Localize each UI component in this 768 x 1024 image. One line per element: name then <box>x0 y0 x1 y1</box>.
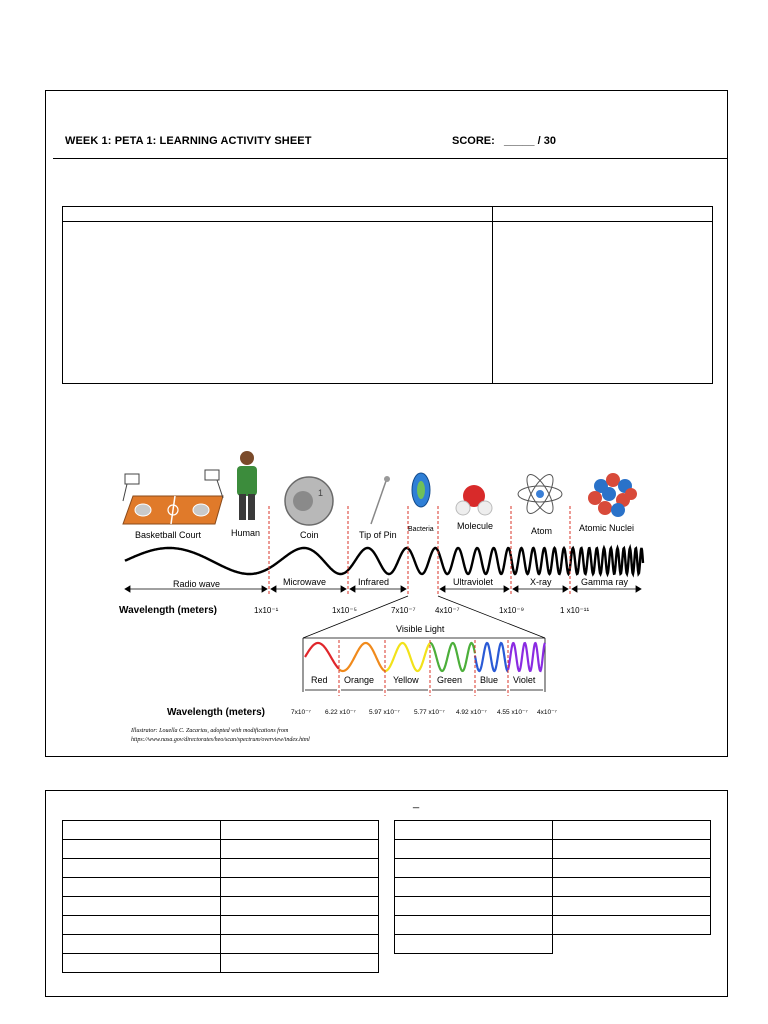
color-dividers <box>339 640 508 696</box>
answer-header-left <box>63 207 493 222</box>
spectrum-wave <box>125 548 643 574</box>
color-yellow: Yellow <box>393 675 419 685</box>
grid-cell[interactable] <box>63 859 221 878</box>
right-grid-table <box>394 820 711 954</box>
electromagnetic-spectrum-figure <box>113 446 653 756</box>
human-icon <box>237 451 257 520</box>
wavelength-tick-2: 1x10⁻⁵ <box>332 606 357 615</box>
sheet-title: WEEK 1: PETA 1: LEARNING ACTIVITY SHEET <box>65 135 312 147</box>
band-infrared: Infrared <box>358 577 390 587</box>
table-row <box>395 897 711 916</box>
color-red: Red <box>311 675 328 685</box>
grid-cell[interactable] <box>221 954 379 973</box>
visible-tick-1: 7x10⁻⁷ <box>291 709 311 716</box>
label-molecule: Molecule <box>457 521 494 531</box>
label-basketball-court: Basketball Court <box>135 530 202 540</box>
grid-cell[interactable] <box>63 878 221 897</box>
wavelength-label: Wavelength (meters) <box>119 605 217 616</box>
pin-icon <box>371 476 390 524</box>
table-row <box>63 821 379 840</box>
bacteria-icon <box>412 473 430 507</box>
table-row <box>395 916 711 935</box>
grid-cell[interactable] <box>395 840 553 859</box>
grid-cell[interactable] <box>395 859 553 878</box>
visible-wavelength-label: Wavelength (meters) <box>167 707 265 718</box>
color-green: Green <box>437 675 463 685</box>
header-divider <box>53 158 728 159</box>
visible-light-label: Visible Light <box>396 624 445 634</box>
grid-cell[interactable] <box>221 859 379 878</box>
grid-cell[interactable] <box>553 821 711 840</box>
band-microwave: Microwave <box>283 577 327 587</box>
visible-light-wave <box>305 643 545 671</box>
table-row <box>63 935 379 954</box>
table-row <box>63 916 379 935</box>
table-row <box>63 897 379 916</box>
dash-mark: _ <box>413 797 420 809</box>
table-row <box>395 840 711 859</box>
grid-cell[interactable] <box>221 878 379 897</box>
table-row <box>63 840 379 859</box>
answer-table <box>62 206 713 384</box>
grid-cell[interactable] <box>63 916 221 935</box>
table-row <box>63 954 379 973</box>
grid-cell[interactable] <box>395 897 553 916</box>
grid-cell[interactable] <box>553 897 711 916</box>
grid-cell[interactable] <box>395 878 553 897</box>
credit-line-2: https://www.nasa.gov/directorates/heo/scan/spectrum/overview/index.html <box>131 737 310 743</box>
credit-line-1: Illustrator: Louella C. Zacarias, adopted with modifications from <box>131 728 289 734</box>
table-row <box>395 935 711 954</box>
grid-cell[interactable] <box>63 935 221 954</box>
band-radio-wave: Radio wave <box>173 579 221 589</box>
band-ultraviolet: Ultraviolet <box>453 577 494 587</box>
wavelength-tick-1: 1x10⁻¹ <box>254 606 279 615</box>
grid-cell[interactable] <box>63 897 221 916</box>
atomic-nuclei-icon <box>588 473 637 517</box>
grid-cell[interactable] <box>395 916 553 935</box>
score-blank[interactable]: _____ <box>503 135 535 147</box>
band-x-ray: X-ray <box>530 577 552 587</box>
visible-tick-2: 6.22 x10⁻⁷ <box>325 709 356 716</box>
answer-cell-right[interactable] <box>493 222 713 384</box>
visible-tick-4: 5.77 x10⁻⁷ <box>414 709 445 716</box>
visible-wave-segment <box>475 643 508 671</box>
grid-cell[interactable] <box>221 897 379 916</box>
visible-wave-segment <box>385 643 430 671</box>
table-row <box>395 878 711 897</box>
table-row <box>63 878 379 897</box>
score-text: SCORE: <box>452 135 495 147</box>
label-atomic-nuclei: Atomic Nuclei <box>579 523 635 533</box>
wavelength-tick-5: 1x10⁻⁹ <box>499 606 524 615</box>
score-total: / 30 <box>537 135 556 147</box>
visible-tick-6: 4.55 x10⁻⁷ <box>497 709 528 716</box>
header-box <box>45 90 728 162</box>
score-label <box>452 135 556 147</box>
grid-cell[interactable] <box>553 878 711 897</box>
grid-cell[interactable] <box>395 821 553 840</box>
visible-wave-segment <box>305 643 339 669</box>
label-tip-of-pin: Tip of Pin <box>359 530 397 540</box>
visible-wave-segment <box>508 643 545 671</box>
grid-cell-empty <box>553 935 711 954</box>
left-grid-table <box>62 820 379 973</box>
grid-cell[interactable] <box>221 840 379 859</box>
label-human: Human <box>231 528 261 538</box>
grid-cell[interactable] <box>221 821 379 840</box>
grid-cell[interactable] <box>63 840 221 859</box>
grid-cell[interactable] <box>553 916 711 935</box>
band-gamma-ray: Gamma ray <box>581 577 629 587</box>
grid-cell[interactable] <box>221 916 379 935</box>
grid-cell[interactable] <box>63 954 221 973</box>
visible-tick-5: 4.92 x10⁻⁷ <box>456 709 487 716</box>
basketball-court-icon <box>123 470 223 524</box>
grid-cell[interactable] <box>63 821 221 840</box>
visible-tick-3: 5.97 x10⁻⁷ <box>369 709 400 716</box>
color-violet: Violet <box>513 675 536 685</box>
coin-icon <box>285 477 333 525</box>
molecule-icon <box>456 485 492 515</box>
answer-header-right <box>493 207 713 222</box>
wavelength-tick-4: 4x10⁻⁷ <box>435 606 460 615</box>
visible-wave-segment <box>339 643 385 671</box>
grid-cell[interactable] <box>395 935 553 954</box>
wavelength-tick-3: 7x10⁻⁷ <box>391 606 416 615</box>
label-atom: Atom <box>531 526 553 536</box>
color-blue: Blue <box>480 675 499 685</box>
grid-cell[interactable] <box>553 840 711 859</box>
label-bacteria: Bacteria <box>408 526 434 533</box>
grid-cell[interactable] <box>553 859 711 878</box>
label-coin: Coin <box>300 530 319 540</box>
wavelength-tick-6: 1 x10⁻¹¹ <box>560 606 590 615</box>
visible-tick-7: 4x10⁻⁷ <box>537 709 557 716</box>
table-row <box>395 859 711 878</box>
answer-cell-left[interactable] <box>63 222 493 384</box>
table-row <box>63 859 379 878</box>
color-orange: Orange <box>344 675 375 685</box>
atom-icon <box>518 471 562 517</box>
svg-text:1: 1 <box>318 488 324 498</box>
grid-cell[interactable] <box>221 935 379 954</box>
table-row <box>395 821 711 840</box>
visible-wave-segment <box>430 643 475 671</box>
